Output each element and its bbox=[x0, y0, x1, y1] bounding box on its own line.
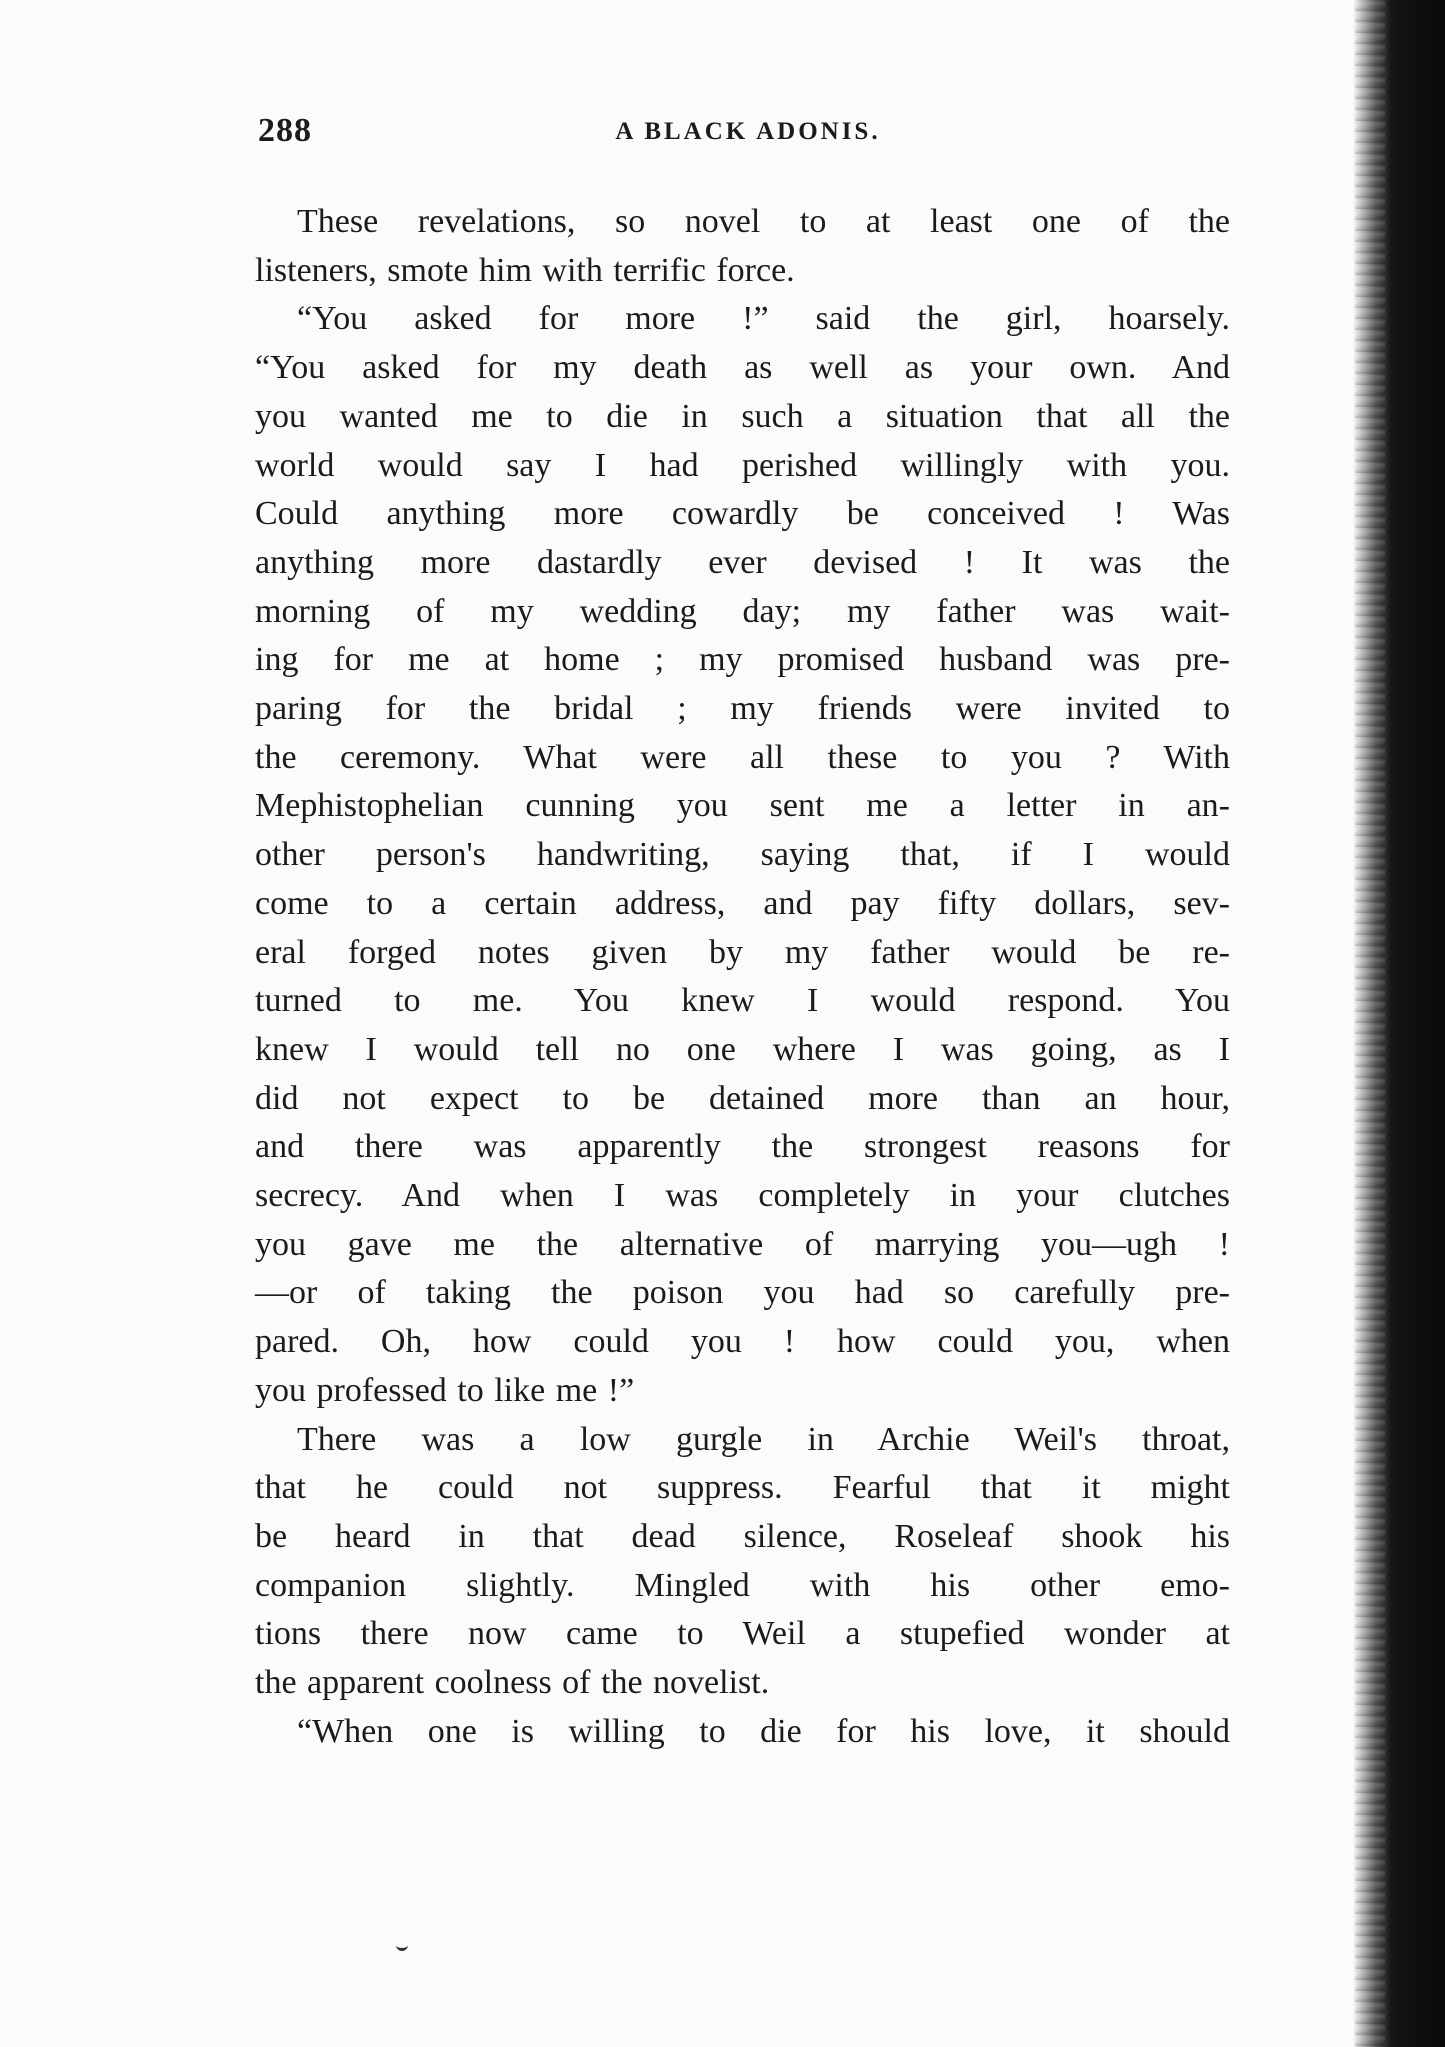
text-line: turned to me. You knew I would respond. You bbox=[255, 982, 1230, 1020]
text-line: eral forged notes given by my father would be re- bbox=[255, 933, 1230, 971]
spine-texture bbox=[1355, 0, 1385, 2047]
text-line: “When one is willing to die for his love, it should bbox=[297, 1712, 1230, 1750]
text-line: companion slightly. Mingled with his other emo- bbox=[255, 1566, 1230, 1604]
running-title: A BLACK ADONIS. bbox=[615, 118, 881, 145]
text-line: be heard in that dead silence, Roseleaf shook his bbox=[255, 1517, 1230, 1555]
text-line: secrecy. And when I was completely in your clutches bbox=[255, 1177, 1230, 1215]
page-number: 288 bbox=[258, 112, 312, 149]
text-line: Could anything more cowardly be conceived ! Was bbox=[255, 495, 1230, 533]
text-line: anything more dastardly ever devised ! It was the bbox=[255, 543, 1230, 581]
text-line: the apparent coolness of the novelist. bbox=[255, 1664, 770, 1702]
text-line: —or of taking the poison you had so carefully pre- bbox=[255, 1274, 1230, 1312]
text-line: “You asked for more !” said the girl, hoarsely. bbox=[297, 300, 1230, 338]
body-text bbox=[255, 198, 1230, 1757]
text-line: There was a low gurgle in Archie Weil's throat, bbox=[297, 1420, 1230, 1458]
text-line: you wanted me to die in such a situation that all the bbox=[255, 397, 1230, 435]
text-line: that he could not suppress. Fearful that it might bbox=[255, 1469, 1230, 1507]
text-line: the ceremony. What were all these to you ? With bbox=[255, 738, 1230, 776]
text-line: come to a certain address, and pay fifty dollars, sev- bbox=[255, 884, 1230, 922]
page-header bbox=[258, 112, 1238, 162]
text-line: other person's handwriting, saying that, if I would bbox=[255, 836, 1230, 874]
text-line: you professed to like me !” bbox=[255, 1371, 635, 1409]
text-line: morning of my wedding day; my father was wait- bbox=[255, 592, 1230, 630]
text-line: Mephistophelian cunning you sent me a letter in an- bbox=[255, 787, 1230, 825]
text-line: listeners, smote him with terrific force. bbox=[255, 251, 795, 289]
text-line: you gave me the alternative of marrying you—ugh ! bbox=[255, 1225, 1230, 1263]
text-line: pared. Oh, how could you ! how could you, when bbox=[255, 1323, 1230, 1361]
text-line: “You asked for my death as well as your own. And bbox=[255, 349, 1230, 387]
text-line: These revelations, so novel to at least one of the bbox=[297, 203, 1230, 240]
text-line: tions there now came to Weil a stupefied wonder at bbox=[255, 1615, 1230, 1653]
text-line: did not expect to be detained more than an hour, bbox=[255, 1079, 1230, 1117]
ink-mark bbox=[396, 1942, 408, 1951]
text-line: world would say I had perished willingly with you. bbox=[255, 446, 1230, 484]
text-line: knew I would tell no one where I was going, as I bbox=[255, 1030, 1230, 1068]
text-line: paring for the bridal ; my friends were invited to bbox=[255, 690, 1230, 728]
text-line: and there was apparently the strongest reasons for bbox=[255, 1128, 1230, 1166]
text-line: ing for me at home ; my promised husband was pre- bbox=[255, 641, 1230, 679]
